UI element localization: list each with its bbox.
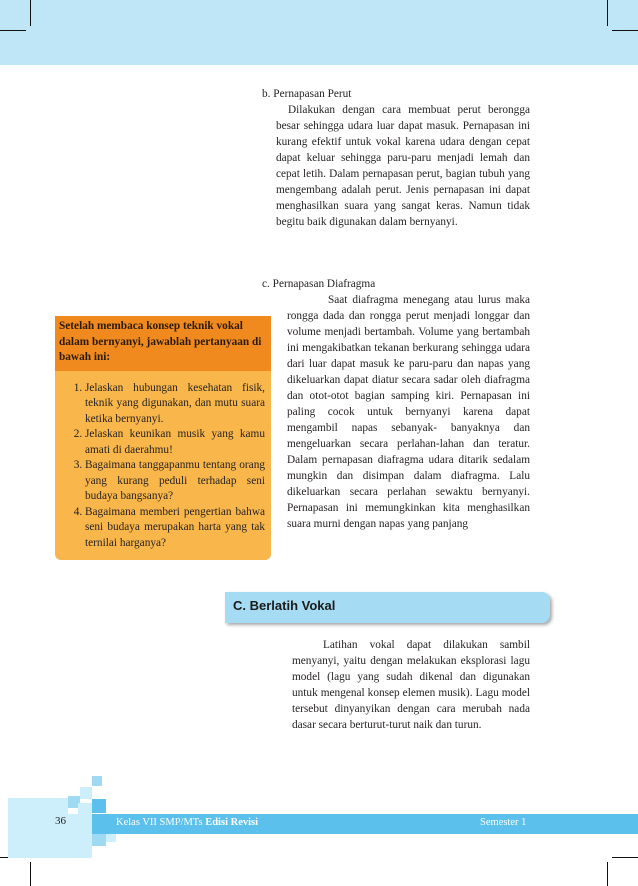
pixel-square (106, 834, 116, 842)
crop-mark (612, 30, 638, 31)
pixel-square (92, 776, 102, 786)
question-item: 2. Jelaskan keunikan musik yang kamu amati di daerahmu! (85, 427, 265, 458)
book-title: Kelas VII SMP/MTs (116, 817, 206, 828)
section-title: C. Berlatih Vokal (233, 598, 336, 613)
question-item: 1. Jelaskan hubungan kesehatan fisik, teknik yang digunakan, dan mutu suara ketika bernyanyi. (85, 381, 265, 428)
paragraph-berlatih-vokal: Latihan vokal dapat dilakukan sambil menyanyi, yaitu dengan melakukan eksplorasi lagu model (lagu yang sudah dikenal dan digunakan untuk mengenal konsep elemen musik). Lagu model tersebut dinyanyikan dengan cara merubah nada dasar secara berturut-turut naik dan turun. (292, 639, 530, 731)
page-number: 36 (55, 815, 66, 827)
crop-mark (612, 857, 638, 858)
pixel-square (92, 799, 106, 813)
footer-semester: Semester 1 (480, 817, 527, 828)
paragraph-pernapasan-perut: Dilakukan dengan cara membuat perut berongga besar sehingga udara luar dapat masuk. Pernapasan ini kurang efektif untuk vokal karena udara dengan cepat dapat keluar sehingga paru-paru menjadi lemah dan cepat letih. Dalam pernapasan perut, bagian tubuh yang mengembang adalah perut. Jenis pernapasan ini dapat menghasilkan suara yang sangat keras. Namun tidak begitu baik digunakan dalam bernyanyi. (276, 104, 530, 228)
question-box-header: Setelah membaca konsep teknik vokal dalam bernyanyi, jawablah pertanyaan di bawah ini: (55, 316, 271, 371)
crop-mark (0, 30, 26, 31)
footer-book-title (116, 817, 258, 828)
footer-left-panel (8, 814, 92, 858)
crop-mark (607, 0, 608, 26)
edition-label: Edisi Revisi (205, 817, 259, 828)
heading-pernapasan-diafragma: c. Pernapasan Diafragma (262, 278, 376, 290)
crop-mark (30, 862, 31, 886)
question-box-body (55, 371, 271, 560)
paragraph-pernapasan-diafragma: Saat diafragma menegang atau lurus maka rongga dada dan rongga perut menjadi longgar dan volume menjadi bertambah. Volume yang bertambah ini mengakibatkan tekanan berkurang sehingga udara dari luar dapat masuk ke paru-paru dan napas yang dikeluarkan dapat diatur secara sadar oleh diafragma dan otot-otot bagian samping kiri. Pernapasan ini paling cocok untuk bernyanyi karena dapat mengambil napas sebanyak- banyaknya dan mengeluarkan secara perlahan-lahan dan teratur. Dalam pernapasan diafragma udara ditarik sedalam mungkin dan disimpan dalam diafragma. Lalu dikeluarkan secara perlahan sewaktu bernyanyi. Pernapasan ini memungkinkan kita menghasilkan suara murni dengan napas yang panjang (287, 294, 530, 530)
question-list (61, 381, 265, 552)
heading-pernapasan-perut: b. Pernapasan Perut (262, 88, 352, 100)
question-item: 4. Bagaimana memberi pengertian bahwa seni budaya merupakan harta yang tak ternilai harganya? (85, 505, 265, 552)
question-box (55, 316, 271, 560)
question-item: 3. Bagaimana tanggapanmu tentang orang yang kurang peduli terhadap seni budaya bangsanya? (85, 458, 265, 505)
crop-mark (607, 862, 608, 886)
pixel-square (80, 787, 92, 799)
pixel-square (92, 834, 106, 846)
crop-mark (30, 0, 31, 26)
pixel-square (8, 798, 68, 814)
pixel-square (78, 803, 92, 814)
header-band (0, 0, 638, 65)
